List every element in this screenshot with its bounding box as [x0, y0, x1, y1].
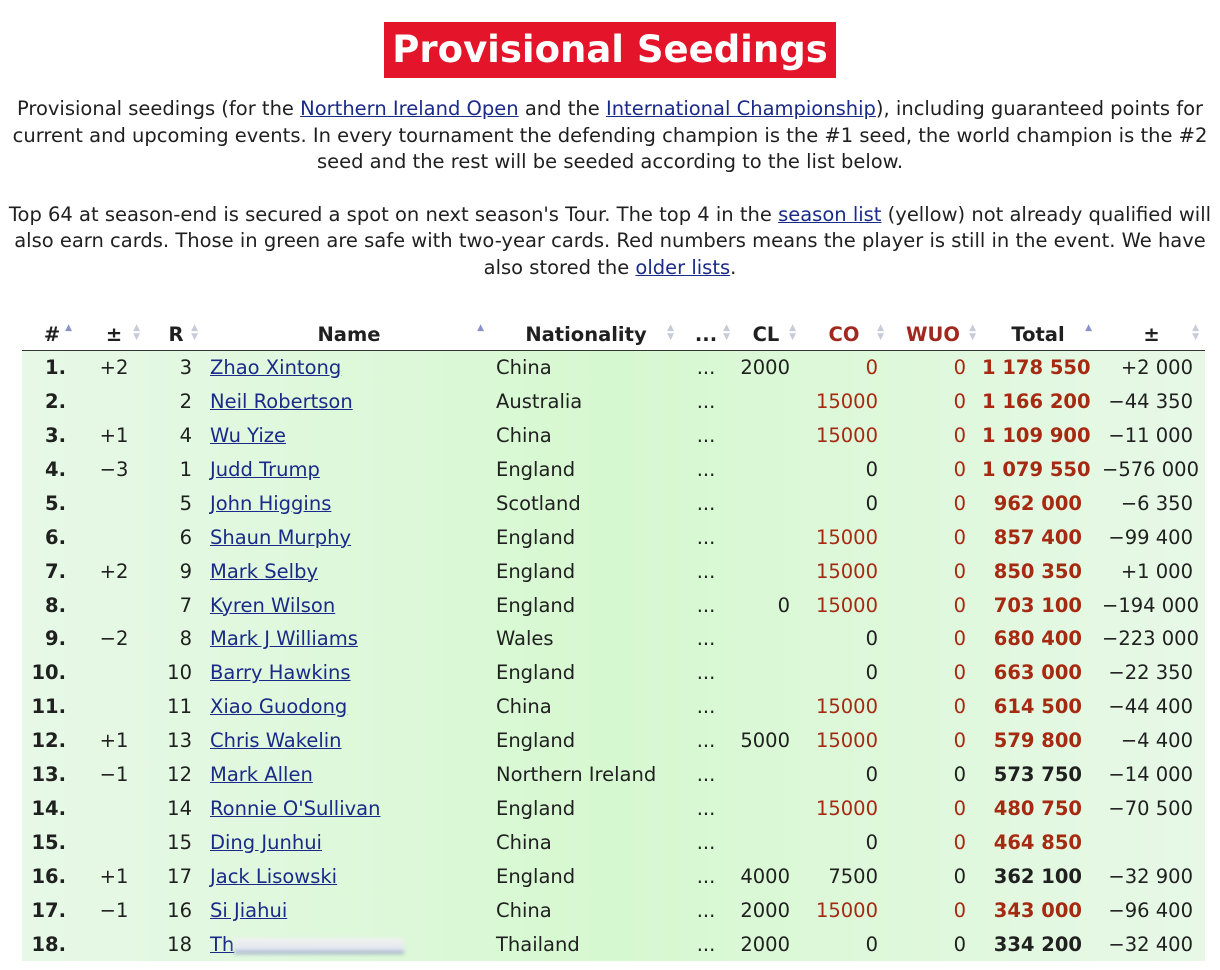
cl-points-cell [732, 758, 800, 792]
column-label: Nationality [525, 322, 647, 346]
intro-paragraph-2 [8, 202, 1212, 282]
co-points-cell: 0 [865, 932, 878, 956]
player-name-cell [206, 690, 492, 724]
column-label: CO [828, 322, 860, 346]
diff-cell: −44 400 [1108, 695, 1193, 719]
nationality-cell: England [496, 729, 576, 753]
co-points-cell: 0 [865, 491, 878, 515]
column-header-wuo[interactable] [888, 318, 978, 351]
player-link[interactable]: Kyren Wilson [210, 593, 336, 617]
diff-cell: −22 350 [1108, 661, 1193, 685]
player-name-cell [206, 860, 492, 894]
nationality-cell: England [496, 865, 576, 889]
total-points-cell: 680 400 [993, 627, 1082, 651]
sort-icon: ▲ ▼ [877, 323, 884, 342]
rank-cell: 18 [167, 932, 192, 956]
more-cell: ... [696, 525, 716, 549]
nationality-cell: England [496, 593, 576, 617]
column-label: ± [1143, 322, 1160, 346]
position-cell: 10. [31, 661, 66, 685]
table-row [22, 860, 1205, 894]
player-link[interactable]: Mark J Williams [210, 627, 358, 651]
page-title-wrap [0, 0, 1220, 78]
change-cell: +1 [99, 423, 129, 447]
player-link[interactable]: Ding Junhui [210, 831, 322, 855]
column-header-nationality[interactable] [492, 318, 680, 351]
co-points-cell: 0 [865, 763, 878, 787]
change-cell [82, 927, 146, 961]
table-row [22, 351, 1205, 385]
international-championship-link[interactable]: International Championship [605, 97, 876, 120]
rank-cell: 16 [167, 898, 192, 922]
player-link[interactable]: Si Jiahui [210, 898, 288, 922]
co-points-cell: 0 [865, 831, 878, 855]
position-cell: 13. [31, 763, 66, 787]
more-cell: ... [696, 797, 716, 821]
position-cell: 3. [45, 423, 66, 447]
sort-icon: ▲ ▼ [133, 323, 140, 342]
more-cell: ... [696, 729, 716, 753]
co-points-cell: 0 [865, 627, 878, 651]
more-cell: ... [696, 356, 716, 380]
co-points-cell: 15000 [815, 525, 878, 549]
cl-points-cell [732, 384, 800, 418]
cl-points-cell: 2000 [740, 932, 790, 956]
column-header-diff[interactable] [1098, 318, 1205, 351]
wuo-points-cell: 0 [953, 356, 966, 380]
sort-icon: ▲ ▼ [789, 323, 796, 342]
nationality-cell: Scotland [496, 491, 581, 515]
column-label: Total [1011, 322, 1065, 346]
position-cell: 2. [45, 389, 66, 413]
position-cell: 7. [45, 559, 66, 583]
column-header-co[interactable] [800, 318, 888, 351]
change-cell: −3 [99, 457, 129, 481]
player-link[interactable]: Shaun Murphy [210, 525, 352, 549]
cl-points-cell [732, 656, 800, 690]
cl-points-cell [732, 520, 800, 554]
total-points-cell: 464 850 [993, 831, 1082, 855]
wuo-points-cell: 0 [953, 898, 966, 922]
position-cell: 16. [31, 865, 66, 889]
column-label: CL [752, 322, 780, 346]
change-cell [82, 588, 146, 622]
player-link[interactable]: Ronnie O'Sullivan [210, 797, 381, 821]
total-points-cell: 334 200 [993, 932, 1082, 956]
diff-cell: −223 000 [1102, 627, 1199, 651]
total-points-cell: 1 079 550 [982, 457, 1091, 481]
total-points-cell: 614 500 [993, 695, 1082, 719]
diff-cell: −96 400 [1108, 898, 1193, 922]
player-name-cell [206, 486, 492, 520]
diff-cell: −32 900 [1108, 865, 1193, 889]
cl-points-cell [732, 486, 800, 520]
nationality-cell: China [496, 423, 552, 447]
rank-cell: 1 [179, 457, 192, 481]
change-cell: +2 [99, 356, 129, 380]
change-cell: −1 [99, 763, 129, 787]
co-points-cell: 15000 [815, 389, 878, 413]
cl-points-cell [732, 826, 800, 860]
more-cell: ... [696, 831, 716, 855]
cl-points-cell [732, 554, 800, 588]
diff-cell [1098, 826, 1205, 860]
column-header-cl[interactable] [732, 318, 800, 351]
player-name-cell [206, 418, 492, 452]
diff-cell: −576 000 [1102, 457, 1199, 481]
co-points-cell: 15000 [815, 559, 878, 583]
player-name-cell [206, 724, 492, 758]
table-row [22, 656, 1205, 690]
nationality-cell: Northern Ireland [496, 763, 657, 787]
wuo-points-cell: 0 [953, 593, 966, 617]
rank-cell: 4 [179, 423, 192, 447]
position-cell: 18. [31, 932, 66, 956]
co-points-cell: 15000 [815, 423, 878, 447]
diff-cell: +2 000 [1120, 356, 1193, 380]
wuo-points-cell: 0 [953, 932, 966, 956]
cl-points-cell: 4000 [740, 865, 790, 889]
intro-text-segment: and the [518, 97, 606, 120]
player-name-cell [206, 351, 492, 385]
intro-text [0, 96, 1220, 281]
diff-cell: −70 500 [1108, 797, 1193, 821]
column-label: # [43, 322, 61, 346]
player-link[interactable]: Mark Allen [210, 763, 313, 787]
player-name-cell [206, 554, 492, 588]
rank-cell: 8 [179, 627, 192, 651]
sort-icon: ▲ ▼ [723, 323, 730, 342]
player-name-cell [206, 656, 492, 690]
wuo-points-cell: 0 [953, 389, 966, 413]
more-cell: ... [696, 865, 716, 889]
table-row [22, 486, 1205, 520]
wuo-points-cell: 0 [953, 559, 966, 583]
wuo-points-cell: 0 [953, 763, 966, 787]
table-row [22, 826, 1205, 860]
nationality-cell: England [496, 559, 576, 583]
wuo-points-cell: 0 [953, 525, 966, 549]
co-points-cell: 15000 [815, 797, 878, 821]
wuo-points-cell: 0 [953, 695, 966, 719]
column-header-rank[interactable] [146, 318, 206, 351]
table-row [22, 792, 1205, 826]
more-cell: ... [696, 423, 716, 447]
position-cell: 1. [45, 356, 66, 380]
sort-icon: ▲ [65, 323, 72, 333]
total-points-cell: 1 109 900 [982, 423, 1091, 447]
column-label: ± [105, 322, 123, 346]
total-points-cell: 1 178 550 [982, 356, 1091, 380]
player-name-cell [206, 894, 492, 928]
player-name-cell [206, 792, 492, 826]
wuo-points-cell: 0 [953, 423, 966, 447]
position-cell: 15. [31, 831, 66, 855]
diff-cell: −194 000 [1102, 593, 1199, 617]
wuo-points-cell: 0 [953, 661, 966, 685]
total-points-cell: 703 100 [993, 593, 1082, 617]
redacted-name-blur [234, 938, 404, 953]
co-points-cell: 0 [865, 356, 878, 380]
co-points-cell: 0 [865, 457, 878, 481]
table-row [22, 690, 1205, 724]
more-cell: ... [696, 457, 716, 481]
cl-points-cell [732, 792, 800, 826]
player-link[interactable]: Zhao Xintong [210, 356, 342, 380]
change-cell [82, 690, 146, 724]
sort-icon: ▲ [477, 323, 484, 333]
diff-cell: −14 000 [1108, 763, 1193, 787]
player-link[interactable]: John Higgins [210, 491, 332, 515]
change-cell [82, 826, 146, 860]
player-link[interactable]: Wu Yize [210, 423, 287, 447]
rank-cell: 6 [179, 525, 192, 549]
column-header-change[interactable] [82, 318, 146, 351]
sort-icon: ▲ ▼ [191, 323, 198, 342]
total-points-cell: 573 750 [993, 763, 1082, 787]
wuo-points-cell: 0 [953, 729, 966, 753]
nationality-cell: England [496, 797, 576, 821]
player-link[interactable]: Barry Hawkins [210, 661, 351, 685]
more-cell: ... [696, 389, 716, 413]
table-row [22, 554, 1205, 588]
nationality-cell: England [496, 661, 576, 685]
more-cell: ... [696, 661, 716, 685]
column-label: WUO [906, 322, 960, 346]
nationality-cell: Australia [496, 389, 583, 413]
more-cell: ... [696, 593, 716, 617]
player-name-cell [206, 758, 492, 792]
change-cell: +1 [99, 729, 129, 753]
column-label: ... [694, 322, 718, 346]
rank-cell: 3 [179, 356, 192, 380]
sort-icon: ▲ [1085, 323, 1092, 333]
change-cell: +2 [99, 559, 129, 583]
player-name-cell [206, 452, 492, 486]
diff-cell: −44 350 [1108, 389, 1193, 413]
wuo-points-cell: 0 [953, 457, 966, 481]
intro-text-segment: ), including guaranteed points for current and upcoming events. In every tournament the defending champion is the #1 seed, the world champion is the #2 seed and the rest will be seeded according to the list below. [12, 97, 1208, 173]
cl-points-cell: 2000 [740, 356, 790, 380]
wuo-points-cell: 0 [953, 797, 966, 821]
change-cell: +1 [99, 865, 129, 889]
table-row [22, 894, 1205, 928]
sort-icon: ▲ ▼ [667, 323, 674, 342]
nationality-cell: England [496, 525, 576, 549]
change-cell [82, 656, 146, 690]
total-points-cell: 480 750 [993, 797, 1082, 821]
position-cell: 4. [45, 457, 66, 481]
player-name-cell [206, 826, 492, 860]
northern-ireland-open-link[interactable]: Northern Ireland Open [300, 97, 519, 120]
player-link[interactable]: Judd Trump [210, 457, 320, 481]
rank-cell: 5 [179, 491, 192, 515]
position-cell: 5. [45, 491, 66, 515]
co-points-cell: 15000 [815, 593, 878, 617]
cl-points-cell [732, 452, 800, 486]
player-link[interactable]: Chris Wakelin [210, 729, 342, 753]
player-link[interactable]: Jack Lisowski [210, 865, 338, 889]
co-points-cell: 0 [865, 661, 878, 685]
position-cell: 9. [45, 627, 66, 651]
older-lists-link[interactable]: older lists [635, 255, 731, 279]
season-list-link[interactable]: season list [778, 202, 882, 226]
diff-cell: −4 400 [1120, 729, 1193, 753]
page-title: Provisional Seedings [384, 22, 835, 78]
rank-cell: 2 [179, 389, 192, 413]
more-cell: ... [696, 491, 716, 515]
position-cell: 12. [31, 729, 66, 753]
intro-text-segment: Top 64 at season-end is secured a spot on next season's Tour. The top 4 in the [8, 202, 779, 226]
table-row [22, 758, 1205, 792]
position-cell: 14. [31, 797, 66, 821]
more-cell: ... [696, 559, 716, 583]
rank-cell: 12 [167, 763, 192, 787]
more-cell: ... [696, 898, 716, 922]
table-row [22, 520, 1205, 554]
total-points-cell: 857 400 [993, 525, 1082, 549]
table-row [22, 724, 1205, 758]
nationality-cell: China [496, 898, 552, 922]
change-cell: −1 [99, 898, 129, 922]
diff-cell: −11 000 [1108, 423, 1193, 447]
rank-cell: 11 [167, 695, 192, 719]
player-link[interactable]: Xiao Guodong [210, 695, 348, 719]
column-header-position[interactable] [22, 318, 82, 351]
intro-text-segment: (yellow) not already qualified will also earn cards. Those in green are safe with two-year cards. Red numbers means the player is still in the event. We have also stored the [14, 202, 1212, 279]
player-name-cell [206, 520, 492, 554]
wuo-points-cell: 0 [953, 831, 966, 855]
player-link[interactable]: Neil Robertson [210, 389, 353, 413]
table-row [22, 588, 1205, 622]
nationality-cell: China [496, 695, 552, 719]
nationality-cell: China [496, 831, 552, 855]
cl-points-cell: 2000 [740, 898, 790, 922]
position-cell: 17. [31, 898, 66, 922]
column-header-total[interactable] [978, 318, 1098, 351]
player-name-cell [206, 622, 492, 656]
wuo-points-cell: 0 [953, 865, 966, 889]
column-label: R [168, 322, 184, 346]
change-cell [82, 792, 146, 826]
change-cell [82, 520, 146, 554]
co-points-cell: 15000 [815, 898, 878, 922]
position-cell: 8. [45, 593, 66, 617]
rank-cell: 17 [167, 865, 192, 889]
intro-paragraph-1 [8, 96, 1212, 176]
cl-points-cell: 0 [777, 593, 790, 617]
rank-cell: 10 [167, 661, 192, 685]
cl-points-cell [732, 690, 800, 724]
cl-points-cell [732, 418, 800, 452]
cl-points-cell [732, 622, 800, 656]
rank-cell: 9 [179, 559, 192, 583]
more-cell: ... [696, 627, 716, 651]
intro-text-segment: Provisional seedings (for the [16, 97, 301, 120]
rank-cell: 13 [167, 729, 192, 753]
diff-cell: +1 000 [1120, 559, 1193, 583]
diff-cell: −6 350 [1120, 491, 1193, 515]
table-row [22, 418, 1205, 452]
player-link[interactable]: Th [210, 932, 235, 956]
total-points-cell: 579 800 [993, 729, 1082, 753]
player-link[interactable]: Mark Selby [210, 559, 318, 583]
more-cell: ... [696, 695, 716, 719]
nationality-cell: Thailand [496, 932, 580, 956]
sort-icon: ▲ ▼ [969, 323, 976, 342]
player-name-cell [206, 384, 492, 418]
table-row [22, 384, 1205, 418]
table-row [22, 452, 1205, 486]
seedings-table [22, 318, 1205, 961]
total-points-cell: 362 100 [993, 865, 1082, 889]
position-cell: 6. [45, 525, 66, 549]
nationality-cell: Wales [496, 627, 554, 651]
column-header-more[interactable] [680, 318, 732, 351]
total-points-cell: 850 350 [993, 559, 1082, 583]
total-points-cell: 962 000 [993, 491, 1082, 515]
rank-cell: 15 [167, 831, 192, 855]
column-label: Name [317, 322, 381, 346]
table-row [22, 622, 1205, 656]
nationality-cell: England [496, 457, 576, 481]
intro-text-segment: . [730, 255, 737, 279]
cl-points-cell: 5000 [740, 729, 790, 753]
co-points-cell: 15000 [815, 695, 878, 719]
change-cell: −2 [99, 627, 129, 651]
wuo-points-cell: 0 [953, 491, 966, 515]
change-cell [82, 486, 146, 520]
position-cell: 11. [31, 695, 66, 719]
rank-cell: 7 [179, 593, 192, 617]
more-cell: ... [696, 932, 716, 956]
wuo-points-cell: 0 [953, 627, 966, 651]
column-header-name[interactable] [206, 318, 492, 351]
more-cell: ... [696, 763, 716, 787]
player-name-cell [206, 588, 492, 622]
co-points-cell: 7500 [828, 865, 878, 889]
table-header-row [22, 318, 1205, 351]
total-points-cell: 663 000 [993, 661, 1082, 685]
player-name-cell [206, 927, 492, 961]
nationality-cell: China [496, 356, 552, 380]
co-points-cell: 15000 [815, 729, 878, 753]
table-row [22, 927, 1205, 961]
diff-cell: −32 400 [1108, 932, 1193, 956]
diff-cell: −99 400 [1108, 525, 1193, 549]
total-points-cell: 1 166 200 [982, 389, 1091, 413]
rank-cell: 14 [167, 797, 192, 821]
total-points-cell: 343 000 [993, 898, 1082, 922]
sort-icon: ▲ ▼ [1192, 323, 1199, 342]
change-cell [82, 384, 146, 418]
